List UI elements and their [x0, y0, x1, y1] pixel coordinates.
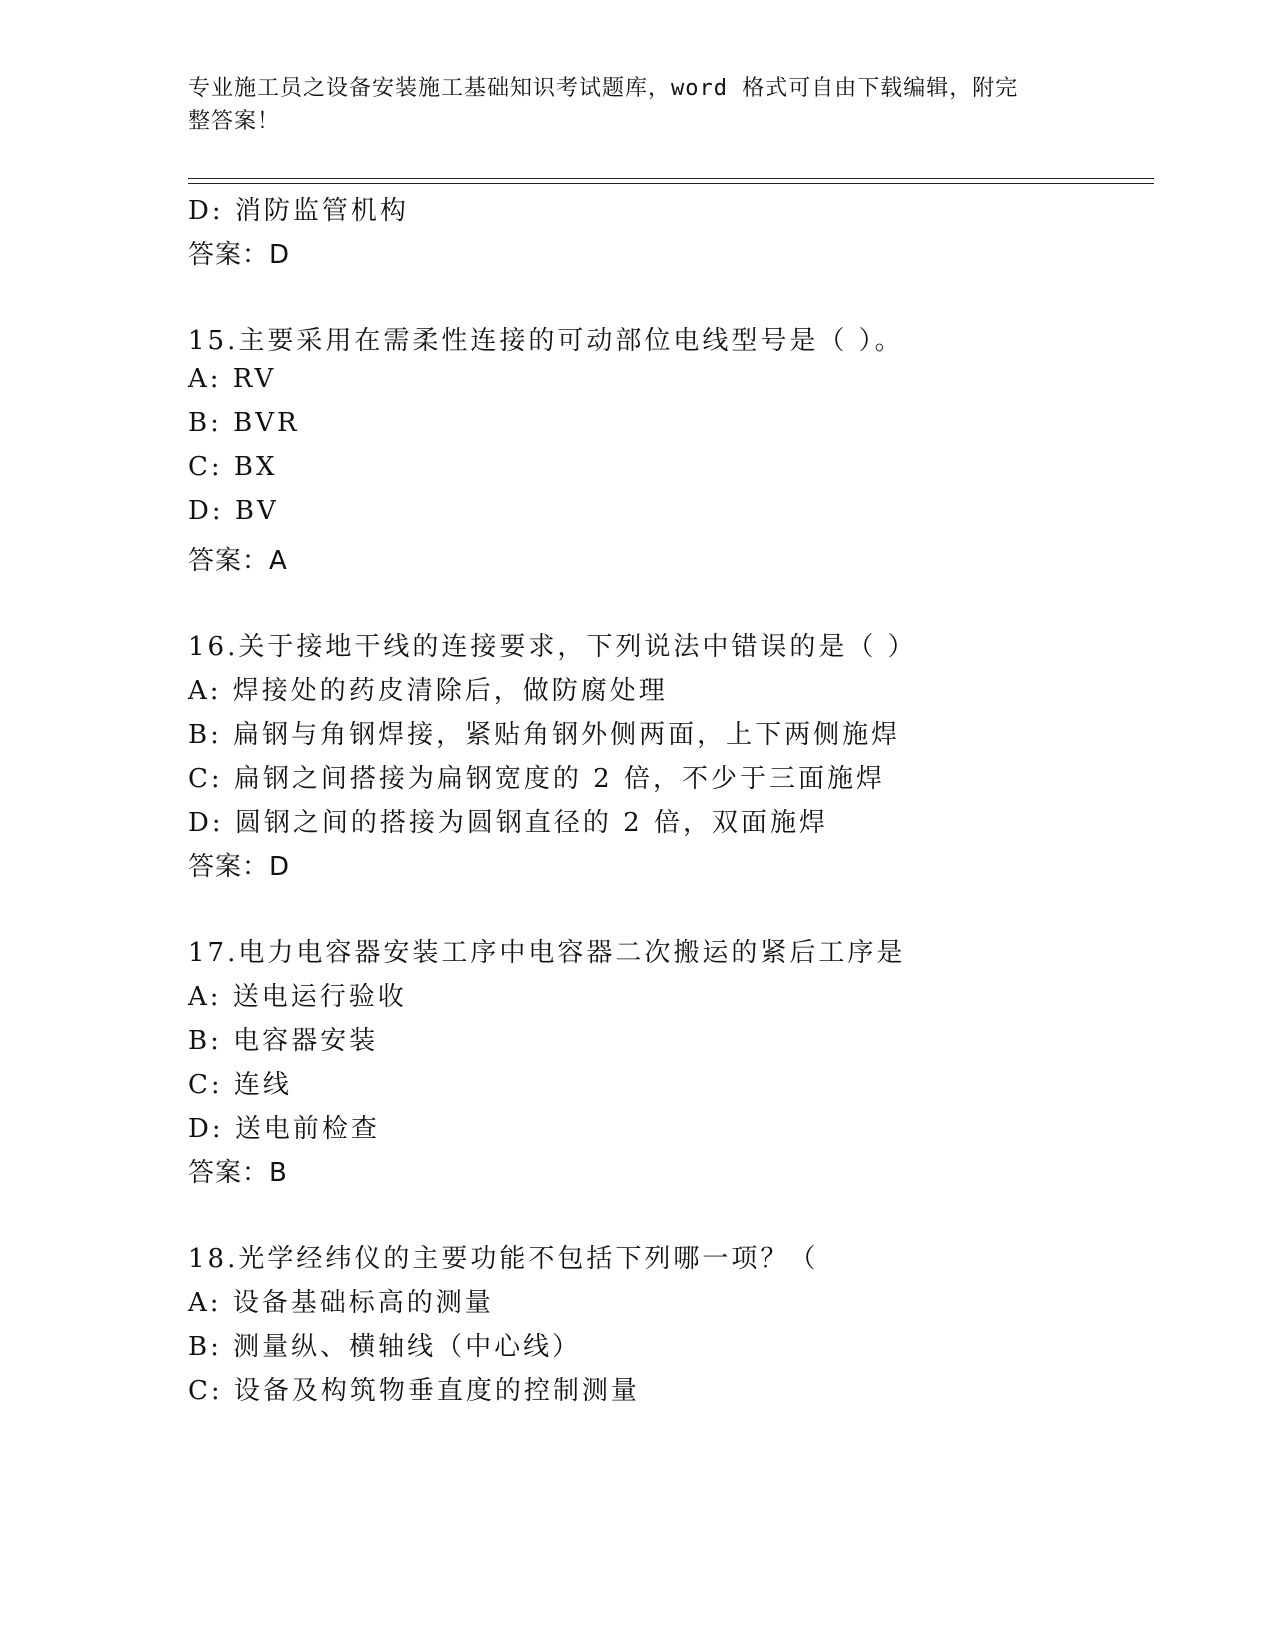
question-line: 17.电力电容器安装工序中电容器二次搬运的紧后工序是: [188, 938, 906, 968]
option-line: D: 送电前检查: [188, 1114, 380, 1144]
option-line: D: 消防监管机构: [188, 196, 409, 226]
option-line: A: 设备基础标高的测量: [188, 1288, 494, 1318]
question-line: 18.光学经纬仪的主要功能不包括下列哪一项？（: [188, 1244, 819, 1274]
question-line: 15.主要采用在需柔性连接的可动部位电线型号是（ ）。: [188, 326, 904, 356]
header-line-2: 整答案！: [188, 109, 281, 134]
question-line: 16.关于接地干线的连接要求，下列说法中错误的是（ ）: [188, 632, 917, 662]
option-line: B: BVR: [188, 408, 300, 438]
answer-line: 答案：A: [188, 546, 288, 576]
option-line: B: 测量纵、横轴线（中心线）: [188, 1332, 582, 1362]
option-line: D: BV: [188, 496, 279, 526]
header-divider-top: [188, 178, 1154, 179]
option-line: C: BX: [188, 452, 278, 482]
document-header: [188, 72, 1068, 138]
header-line-1: 专业施工员之设备安装施工基础知识考试题库，word 格式可自由下载编辑，附完: [188, 76, 1019, 101]
answer-line: 答案：D: [188, 852, 291, 882]
option-line: A: 焊接处的药皮清除后，做防腐处理: [188, 676, 668, 706]
option-line: C: 连线: [188, 1070, 292, 1100]
option-line: A: RV: [188, 364, 277, 394]
option-line: C: 设备及构筑物垂直度的控制测量: [188, 1376, 640, 1406]
option-line: B: 扁钢与角钢焊接，紧贴角钢外侧两面，上下两侧施焊: [188, 720, 901, 750]
option-line: A: 送电运行验收: [188, 982, 407, 1012]
option-line: B: 电容器安装: [188, 1026, 379, 1056]
header-divider-bottom: [188, 183, 1154, 184]
option-line: D: 圆钢之间的搭接为圆钢直径的 2 倍，双面施焊: [188, 808, 828, 838]
answer-line: 答案：B: [188, 1158, 288, 1188]
option-line: C: 扁钢之间搭接为扁钢宽度的 2 倍，不少于三面施焊: [188, 764, 885, 794]
answer-line: 答案：D: [188, 240, 291, 270]
